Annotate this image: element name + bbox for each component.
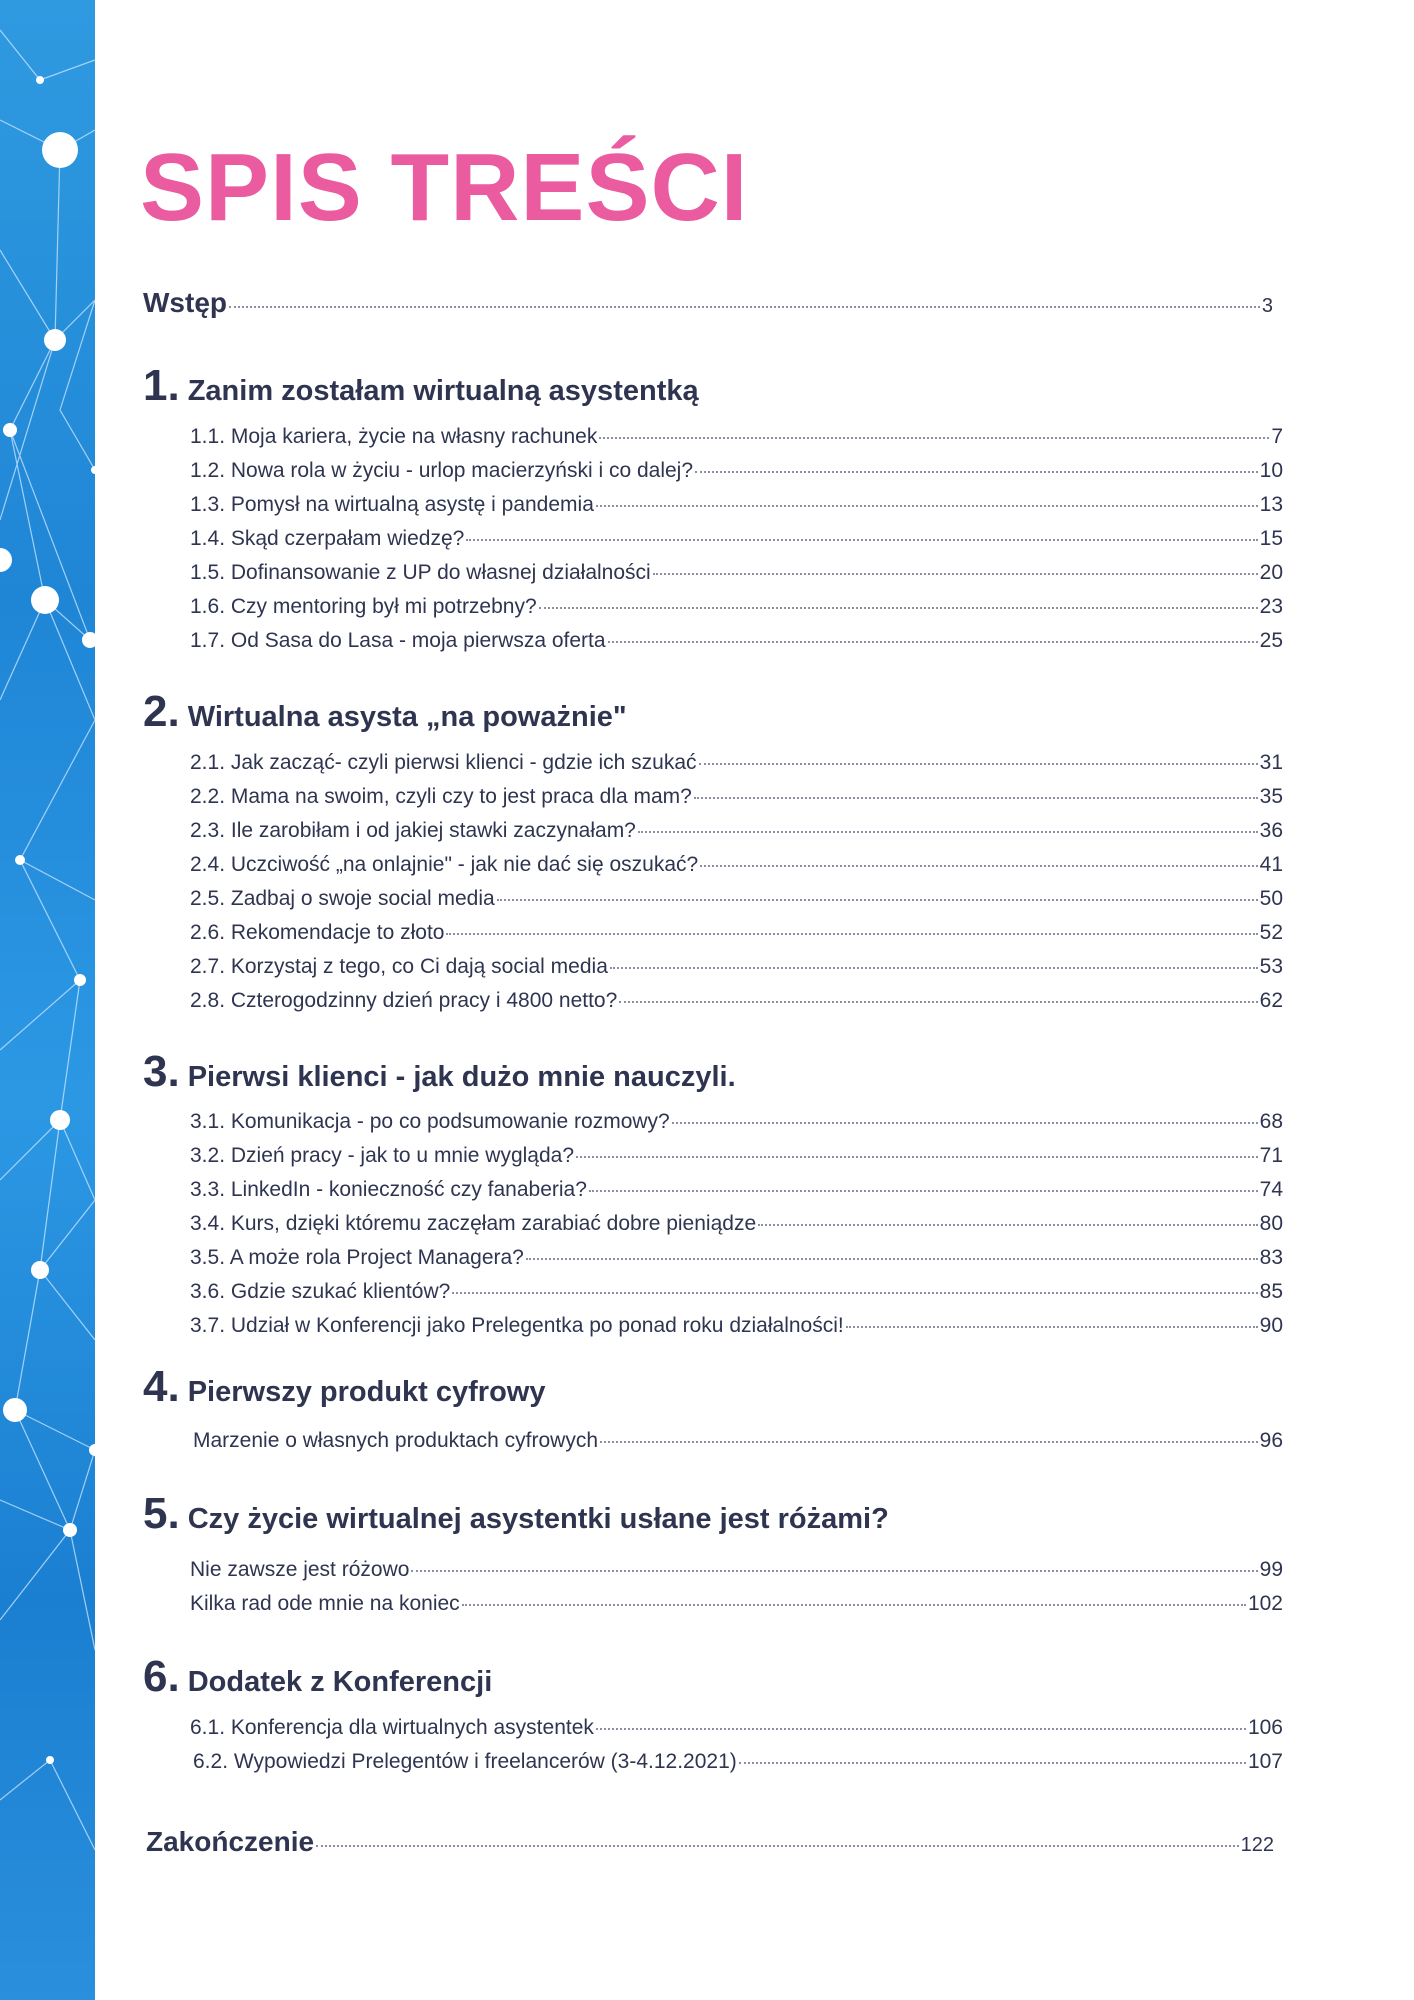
toc-item[interactable] bbox=[190, 1314, 1283, 1338]
toc-item-label: 2.1. Jak zacząć- czyli pierwsi klienci - gdzie ich szukać bbox=[190, 751, 697, 774]
toc-item[interactable] bbox=[190, 989, 1283, 1013]
toc-item[interactable] bbox=[190, 921, 1283, 945]
toc-item-page: 25 bbox=[1259, 629, 1283, 652]
toc-item[interactable] bbox=[193, 1429, 1283, 1453]
toc-item[interactable] bbox=[190, 955, 1283, 979]
toc-item[interactable] bbox=[190, 785, 1283, 809]
leader-dots bbox=[462, 1604, 1246, 1606]
toc-item-page: 53 bbox=[1259, 955, 1283, 978]
chapter-number: 2. bbox=[143, 687, 180, 736]
toc-item-page: 10 bbox=[1259, 459, 1283, 482]
toc-item-page: 90 bbox=[1259, 1314, 1283, 1337]
decorative-sidebar bbox=[0, 0, 95, 2000]
toc-item-page: 15 bbox=[1259, 527, 1283, 550]
leader-dots bbox=[576, 1156, 1258, 1158]
leader-dots bbox=[596, 1728, 1246, 1730]
leader-dots bbox=[599, 437, 1269, 439]
toc-item-page: 85 bbox=[1259, 1280, 1283, 1303]
toc-item-page: 52 bbox=[1259, 921, 1283, 944]
toc-item[interactable] bbox=[190, 1110, 1283, 1134]
toc-item-page: 7 bbox=[1271, 425, 1283, 448]
leader-dots bbox=[526, 1258, 1258, 1260]
toc-item-page: 83 bbox=[1259, 1246, 1283, 1269]
toc-item[interactable] bbox=[190, 1178, 1283, 1202]
toc-item-page: 99 bbox=[1259, 1558, 1283, 1581]
chapter-title: Dodatek z Konferencji bbox=[187, 1666, 493, 1698]
toc-item-label: 1.2. Nowa rola w życiu - urlop macierzyński i co dalej? bbox=[190, 459, 694, 482]
toc-item-label: 3.3. LinkedIn - konieczność czy fanaberia? bbox=[190, 1178, 587, 1201]
toc-item-page: 107 bbox=[1247, 1750, 1283, 1773]
toc-ending[interactable] bbox=[146, 1826, 1274, 1858]
toc-item-page: 20 bbox=[1259, 561, 1283, 584]
toc-item-page: 23 bbox=[1259, 595, 1283, 618]
toc-intro-page: 3 bbox=[1261, 295, 1273, 317]
toc-item-page: 102 bbox=[1247, 1592, 1283, 1615]
leader-dots bbox=[653, 573, 1258, 575]
chapter-title: Pierwszy produkt cyfrowy bbox=[187, 1376, 546, 1408]
toc-item[interactable] bbox=[190, 459, 1283, 483]
leader-dots bbox=[316, 1845, 1239, 1847]
leader-dots bbox=[589, 1190, 1258, 1192]
leader-dots bbox=[446, 933, 1257, 935]
leader-dots bbox=[739, 1762, 1246, 1764]
chapter-title: Czy życie wirtualnej asystentki usłane jest różami? bbox=[187, 1503, 889, 1535]
toc-intro-label: Wstęp bbox=[143, 287, 227, 318]
leader-dots bbox=[497, 899, 1258, 901]
leader-dots bbox=[672, 1122, 1258, 1124]
chapter-number: 1. bbox=[143, 361, 180, 410]
chapter-number: 3. bbox=[143, 1047, 180, 1096]
toc-item-label: 1.6. Czy mentoring był mi potrzebny? bbox=[190, 595, 537, 618]
toc-item-page: 80 bbox=[1259, 1212, 1283, 1235]
toc-item-label: 2.4. Uczciwość „na onlajnie" - jak nie dać się oszukać? bbox=[190, 853, 699, 876]
toc-item[interactable] bbox=[190, 751, 1283, 775]
toc-item-page: 31 bbox=[1259, 751, 1283, 774]
leader-dots bbox=[846, 1326, 1258, 1328]
leader-dots bbox=[411, 1570, 1257, 1572]
toc-ending-page: 122 bbox=[1240, 1834, 1274, 1856]
leader-dots bbox=[610, 967, 1258, 969]
toc-item-page: 96 bbox=[1259, 1429, 1283, 1452]
toc-item-page: 68 bbox=[1259, 1110, 1283, 1133]
toc-item-label: 3.1. Komunikacja - po co podsumowanie rozmowy? bbox=[190, 1110, 670, 1133]
toc-item[interactable] bbox=[190, 493, 1283, 517]
toc-item-label: 2.2. Mama na swoim, czyli czy to jest praca dla mam? bbox=[190, 785, 692, 808]
leader-dots bbox=[600, 1441, 1258, 1443]
toc-item-label: 3.6. Gdzie szukać klientów? bbox=[190, 1280, 451, 1303]
chapter-title: Wirtualna asysta „na poważnie" bbox=[187, 701, 627, 733]
leader-dots bbox=[539, 607, 1258, 609]
leader-dots bbox=[758, 1224, 1258, 1226]
toc-item-label: Marzenie o własnych produktach cyfrowych bbox=[193, 1429, 599, 1452]
toc-item[interactable] bbox=[190, 425, 1283, 449]
toc-item-page: 36 bbox=[1259, 819, 1283, 842]
chapter-heading-6[interactable] bbox=[143, 1652, 493, 1701]
toc-item-page: 74 bbox=[1259, 1178, 1283, 1201]
chapter-heading-3[interactable] bbox=[143, 1047, 736, 1096]
toc-item-page: 50 bbox=[1259, 887, 1283, 910]
toc-item-label: 6.1. Konferencja dla wirtualnych asystentek bbox=[190, 1716, 594, 1739]
toc-item[interactable] bbox=[193, 1750, 1283, 1774]
toc-item-page: 62 bbox=[1259, 989, 1283, 1012]
toc-item-label: 3.4. Kurs, dzięki któremu zaczęłam zarabiać dobre pieniądze bbox=[190, 1212, 757, 1235]
toc-item[interactable] bbox=[190, 1246, 1283, 1270]
chapter-title: Pierwsi klienci - jak dużo mnie nauczyli. bbox=[187, 1061, 736, 1093]
leader-dots bbox=[608, 641, 1258, 643]
toc-item-label: 1.4. Skąd czerpałam wiedzę? bbox=[190, 527, 465, 550]
leader-dots bbox=[596, 505, 1258, 507]
toc-item[interactable] bbox=[190, 887, 1283, 911]
toc-item[interactable] bbox=[190, 819, 1283, 843]
leader-dots bbox=[694, 797, 1258, 799]
toc-item-label: 1.5. Dofinansowanie z UP do własnej działalności bbox=[190, 561, 651, 584]
toc-item-label: Kilka rad ode mnie na koniec bbox=[190, 1592, 460, 1615]
toc-item-label: 3.2. Dzień pracy - jak to u mnie wygląda? bbox=[190, 1144, 575, 1167]
toc-item-label: 2.8. Czterogodzinny dzień pracy i 4800 netto? bbox=[190, 989, 618, 1012]
chapter-title: Zanim zostałam wirtualną asystentką bbox=[187, 375, 699, 407]
toc-item-label: 3.5. A może rola Project Managera? bbox=[190, 1246, 524, 1269]
toc-item[interactable] bbox=[190, 527, 1283, 551]
toc-item[interactable] bbox=[190, 595, 1283, 619]
toc-item[interactable] bbox=[190, 1558, 1283, 1582]
leader-dots bbox=[229, 306, 1260, 308]
chapter-heading-2[interactable] bbox=[143, 687, 627, 736]
page-title: SPIS TREŚCI bbox=[140, 134, 749, 241]
leader-dots bbox=[700, 865, 1257, 867]
toc-item-label: 1.1. Moja kariera, życie na własny rachunek bbox=[190, 425, 598, 448]
toc-item-page: 41 bbox=[1259, 853, 1283, 876]
toc-ending-label: Zakończenie bbox=[146, 1826, 315, 1857]
toc-item-page: 35 bbox=[1259, 785, 1283, 808]
toc-item-label: 2.6. Rekomendacje to złoto bbox=[190, 921, 445, 944]
chapter-number: 6. bbox=[143, 1652, 180, 1701]
toc-item[interactable] bbox=[190, 853, 1283, 877]
toc-item-label: 6.2. Wypowiedzi Prelegentów i freelancerów (3-4.12.2021) bbox=[193, 1750, 737, 1773]
leader-dots bbox=[452, 1292, 1257, 1294]
toc-item[interactable] bbox=[190, 1212, 1283, 1236]
toc-item-label: 2.5. Zadbaj o swoje social media bbox=[190, 887, 495, 910]
toc-item[interactable] bbox=[190, 1716, 1283, 1740]
leader-dots bbox=[638, 831, 1258, 833]
toc-item-page: 71 bbox=[1259, 1144, 1283, 1167]
leader-dots bbox=[466, 539, 1257, 541]
chapter-heading-1[interactable] bbox=[143, 361, 699, 410]
toc-item-label: 1.3. Pomysł na wirtualną asystę i pandemia bbox=[190, 493, 594, 516]
toc-item[interactable] bbox=[190, 1144, 1283, 1168]
toc-item-page: 106 bbox=[1247, 1716, 1283, 1739]
toc-item[interactable] bbox=[190, 561, 1283, 585]
leader-dots bbox=[619, 1001, 1257, 1003]
network-graphic bbox=[0, 0, 95, 2000]
toc-item-label: 2.7. Korzystaj z tego, co Ci dają social media bbox=[190, 955, 608, 978]
toc-item[interactable] bbox=[190, 1280, 1283, 1304]
toc-item-label: 3.7. Udział w Konferencji jako Prelegentka po ponad roku działalności! bbox=[190, 1314, 844, 1337]
chapter-heading-5[interactable] bbox=[143, 1489, 889, 1538]
chapter-number: 4. bbox=[143, 1362, 180, 1411]
leader-dots bbox=[699, 763, 1258, 765]
chapter-number: 5. bbox=[143, 1489, 180, 1538]
toc-item[interactable] bbox=[190, 1592, 1283, 1616]
toc-item-label: 2.3. Ile zarobiłam i od jakiej stawki zaczynałam? bbox=[190, 819, 636, 842]
leader-dots bbox=[695, 471, 1258, 473]
toc-intro[interactable] bbox=[143, 287, 1273, 319]
toc-item-page: 13 bbox=[1259, 493, 1283, 516]
toc-item[interactable] bbox=[190, 629, 1283, 653]
toc-item-label: 1.7. Od Sasa do Lasa - moja pierwsza oferta bbox=[190, 629, 606, 652]
chapter-heading-4[interactable] bbox=[143, 1362, 546, 1411]
toc-item-label: Nie zawsze jest różowo bbox=[190, 1558, 410, 1581]
